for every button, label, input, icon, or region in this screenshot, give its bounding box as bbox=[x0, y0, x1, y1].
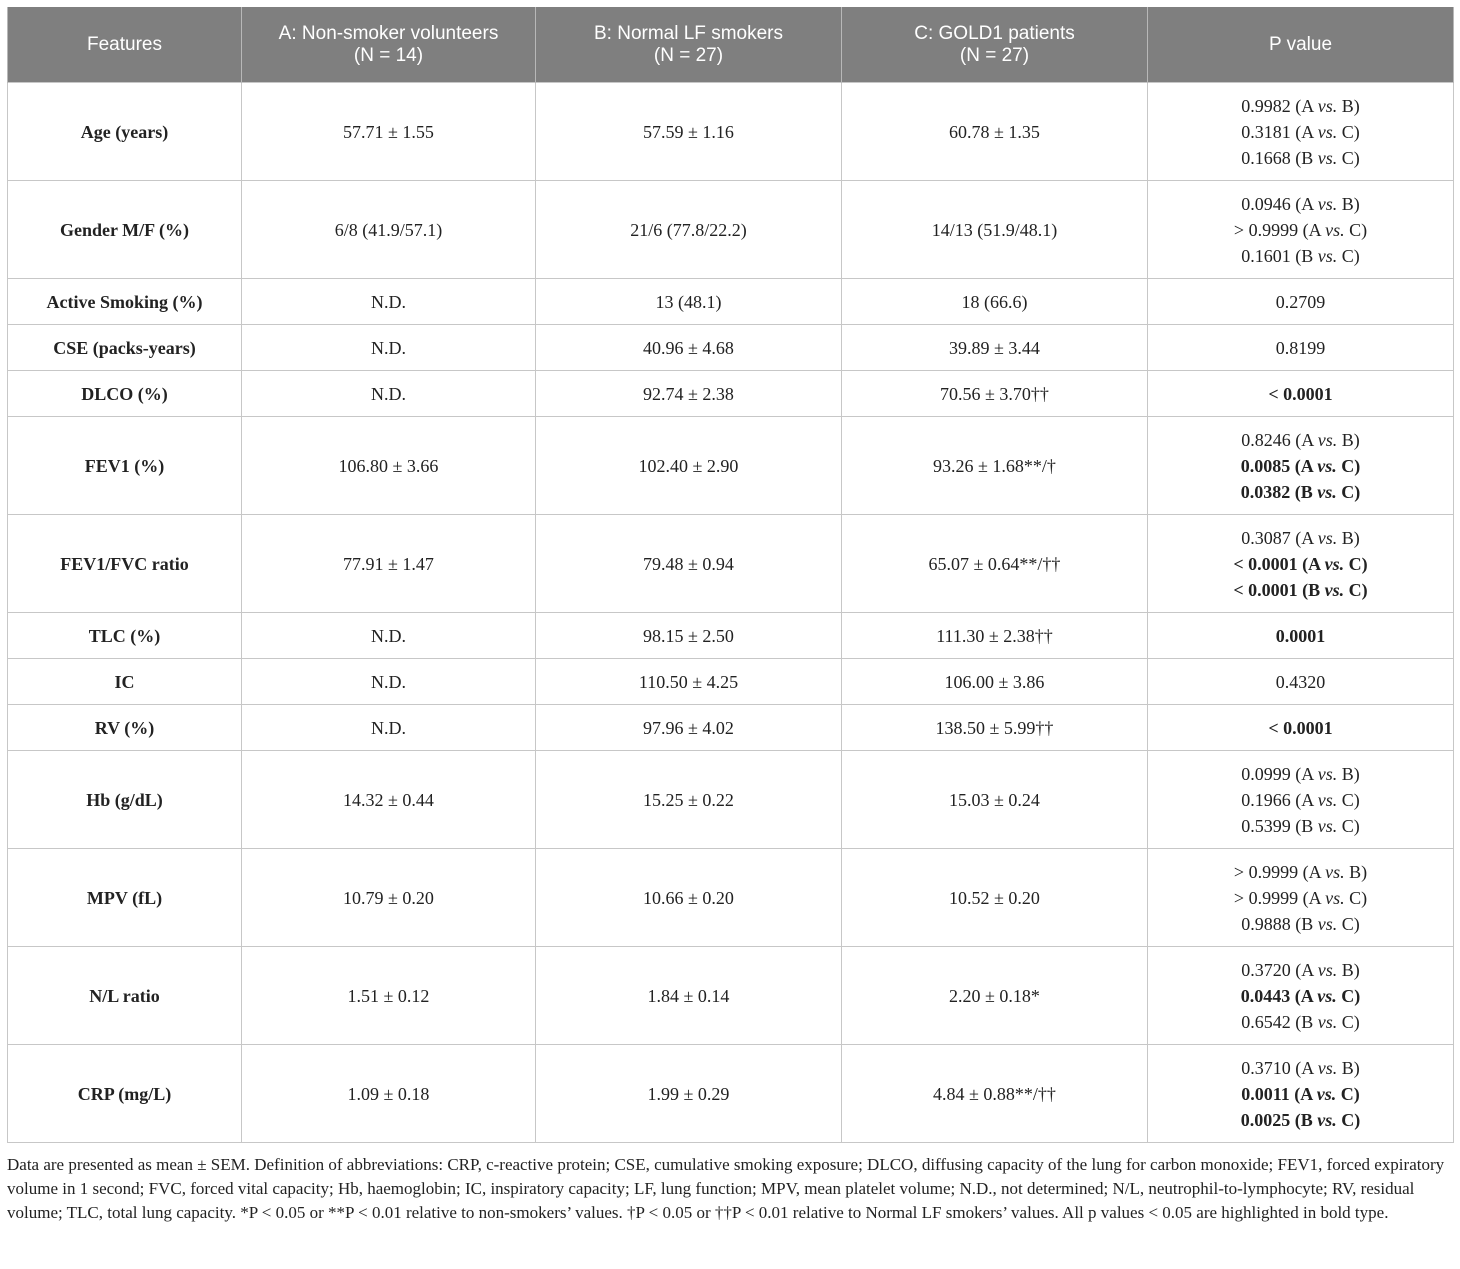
header-p-value: P value bbox=[1148, 7, 1454, 83]
p-value-vs: vs. bbox=[1317, 1057, 1338, 1078]
group-c-cell: 65.07 ± 0.64**/†† bbox=[842, 515, 1148, 613]
p-value-text: > 0.9999 (A bbox=[1233, 861, 1326, 882]
table-body bbox=[8, 83, 1454, 1143]
p-value-cell bbox=[1148, 181, 1454, 279]
p-value-vs: vs. bbox=[1317, 245, 1338, 266]
feature-cell: N/L ratio bbox=[8, 947, 242, 1045]
feature-cell: TLC (%) bbox=[8, 613, 242, 659]
p-value-comparison: C) bbox=[1336, 1083, 1360, 1104]
p-value-line bbox=[1154, 715, 1447, 741]
p-value-comparison: B) bbox=[1337, 95, 1360, 116]
p-value-cell bbox=[1148, 279, 1454, 325]
feature-cell: RV (%) bbox=[8, 705, 242, 751]
p-value-line bbox=[1154, 859, 1447, 885]
p-value-line bbox=[1154, 453, 1447, 479]
p-value-line bbox=[1154, 119, 1447, 145]
p-value-cell bbox=[1148, 417, 1454, 515]
p-value-vs: vs. bbox=[1317, 527, 1338, 548]
group-b-cell: 10.66 ± 0.20 bbox=[536, 849, 842, 947]
p-value-text: 0.8199 bbox=[1275, 337, 1326, 358]
group-b-cell: 79.48 ± 0.94 bbox=[536, 515, 842, 613]
p-value-text: 0.9888 (B bbox=[1241, 913, 1318, 934]
table-footnote: Data are presented as mean ± SEM. Definition of abbreviations: CRP, c-reactive protein; CSE, cumulative smoking exposure; DLCO, diffusing capacity of the lung for carbon monoxide; FEV1, forced expiratory volume in 1 second; FVC, forced vital capacity; Hb, haemoglobin; IC, inspiratory capacity; LF, lung function; MPV, mean platelet volume; N.D., not determined; N/L, neutrophil-to-lymphocyte; RV, residual volume; TLC, total lung capacity. *P < 0.05 or **P < 0.01 relative to non-smokers’ values. †P < 0.05 or ††P < 0.01 relative to Normal LF smokers’ values. All p values < 0.05 are highlighted in bold type. bbox=[7, 1155, 1445, 1222]
group-a-cell: 14.32 ± 0.44 bbox=[242, 751, 536, 849]
p-value-comparison: C) bbox=[1337, 913, 1360, 934]
group-a-cell: N.D. bbox=[242, 705, 536, 751]
header-group-c: C: GOLD1 patients (N = 27) bbox=[842, 7, 1148, 83]
group-a-cell: N.D. bbox=[242, 371, 536, 417]
p-value-cell bbox=[1148, 325, 1454, 371]
group-b-cell: 1.99 ± 0.29 bbox=[536, 1045, 842, 1143]
p-value-line bbox=[1154, 911, 1447, 937]
feature-cell: CSE (packs-years) bbox=[8, 325, 242, 371]
group-b-cell: 1.84 ± 0.14 bbox=[536, 947, 842, 1045]
table-row bbox=[8, 751, 1454, 849]
p-value-line bbox=[1154, 335, 1447, 361]
p-value-text: < 0.0001 (B bbox=[1233, 579, 1325, 600]
group-a-cell: N.D. bbox=[242, 659, 536, 705]
group-a-cell: 1.09 ± 0.18 bbox=[242, 1045, 536, 1143]
p-value-comparison: B) bbox=[1344, 861, 1368, 882]
p-value-line bbox=[1154, 761, 1447, 787]
group-c-cell: 106.00 ± 3.86 bbox=[842, 659, 1148, 705]
p-value-comparison: B) bbox=[1337, 429, 1360, 450]
group-c-cell: 2.20 ± 0.18* bbox=[842, 947, 1148, 1045]
group-c-cell: 18 (66.6) bbox=[842, 279, 1148, 325]
p-value-comparison: C) bbox=[1344, 579, 1368, 600]
p-value-vs: vs. bbox=[1317, 985, 1337, 1006]
feature-cell: CRP (mg/L) bbox=[8, 1045, 242, 1143]
p-value-line bbox=[1154, 381, 1447, 407]
header-row bbox=[8, 7, 1454, 83]
data-table bbox=[7, 7, 1454, 1143]
table-row bbox=[8, 613, 1454, 659]
p-value-cell bbox=[1148, 705, 1454, 751]
p-value-text: 0.8246 (A bbox=[1241, 429, 1318, 450]
p-value-line bbox=[1154, 427, 1447, 453]
p-value-text: 0.0001 bbox=[1275, 625, 1326, 646]
feature-cell: FEV1 (%) bbox=[8, 417, 242, 515]
p-value-text: 0.0946 (A bbox=[1241, 193, 1318, 214]
p-value-line bbox=[1154, 787, 1447, 813]
table-row bbox=[8, 83, 1454, 181]
group-c-cell: 10.52 ± 0.20 bbox=[842, 849, 1148, 947]
group-a-cell: 57.71 ± 1.55 bbox=[242, 83, 536, 181]
group-b-cell: 97.96 ± 4.02 bbox=[536, 705, 842, 751]
p-value-comparison: C) bbox=[1337, 815, 1360, 836]
p-value-comparison: C) bbox=[1344, 887, 1368, 908]
group-b-cell: 92.74 ± 2.38 bbox=[536, 371, 842, 417]
p-value-vs: vs. bbox=[1317, 789, 1338, 810]
p-value-text: 0.3720 (A bbox=[1241, 959, 1318, 980]
p-value-cell bbox=[1148, 1045, 1454, 1143]
p-value-text: 0.3087 (A bbox=[1241, 527, 1318, 548]
group-a-cell: N.D. bbox=[242, 279, 536, 325]
p-value-comparison: C) bbox=[1337, 121, 1360, 142]
p-value-vs: vs. bbox=[1317, 455, 1337, 476]
p-value-comparison: C) bbox=[1336, 455, 1361, 476]
p-value-text: 0.0085 (A bbox=[1240, 455, 1318, 476]
group-c-cell: 15.03 ± 0.24 bbox=[842, 751, 1148, 849]
p-value-vs: vs. bbox=[1317, 815, 1338, 836]
p-value-vs: vs. bbox=[1325, 887, 1345, 908]
p-value-comparison: C) bbox=[1344, 219, 1368, 240]
p-value-comparison: B) bbox=[1337, 527, 1360, 548]
feature-cell: MPV (fL) bbox=[8, 849, 242, 947]
group-a-cell: 106.80 ± 3.66 bbox=[242, 417, 536, 515]
table-row bbox=[8, 659, 1454, 705]
p-value-comparison: B) bbox=[1337, 193, 1360, 214]
p-value-comparison: B) bbox=[1337, 1057, 1360, 1078]
group-b-cell: 13 (48.1) bbox=[536, 279, 842, 325]
p-value-line bbox=[1154, 191, 1447, 217]
table-row bbox=[8, 705, 1454, 751]
p-value-vs: vs. bbox=[1325, 219, 1345, 240]
header-features: Features bbox=[8, 7, 242, 83]
group-c-cell: 60.78 ± 1.35 bbox=[842, 83, 1148, 181]
table-row bbox=[8, 515, 1454, 613]
feature-cell: Age (years) bbox=[8, 83, 242, 181]
group-c-cell: 4.84 ± 0.88**/†† bbox=[842, 1045, 1148, 1143]
p-value-comparison: C) bbox=[1336, 481, 1361, 502]
feature-cell: FEV1/FVC ratio bbox=[8, 515, 242, 613]
table-row bbox=[8, 1045, 1454, 1143]
p-value-vs: vs. bbox=[1325, 861, 1345, 882]
p-value-comparison: C) bbox=[1337, 245, 1360, 266]
p-value-text: 0.1601 (B bbox=[1241, 245, 1318, 266]
table-row bbox=[8, 849, 1454, 947]
p-value-text: 0.0443 (A bbox=[1240, 985, 1318, 1006]
p-value-cell bbox=[1148, 751, 1454, 849]
p-value-cell bbox=[1148, 371, 1454, 417]
p-value-cell bbox=[1148, 659, 1454, 705]
table-row bbox=[8, 947, 1454, 1045]
group-b-cell: 110.50 ± 4.25 bbox=[536, 659, 842, 705]
table-row bbox=[8, 325, 1454, 371]
feature-cell: DLCO (%) bbox=[8, 371, 242, 417]
group-c-cell: 70.56 ± 3.70†† bbox=[842, 371, 1148, 417]
group-a-cell: 1.51 ± 0.12 bbox=[242, 947, 536, 1045]
p-value-cell bbox=[1148, 849, 1454, 947]
p-value-comparison: C) bbox=[1336, 1109, 1361, 1130]
group-b-cell: 21/6 (77.8/22.2) bbox=[536, 181, 842, 279]
feature-cell: IC bbox=[8, 659, 242, 705]
p-value-line bbox=[1154, 479, 1447, 505]
p-value-vs: vs. bbox=[1317, 121, 1338, 142]
table-row bbox=[8, 279, 1454, 325]
p-value-line bbox=[1154, 1055, 1447, 1081]
p-value-comparison: C) bbox=[1344, 553, 1368, 574]
group-b-cell: 102.40 ± 2.90 bbox=[536, 417, 842, 515]
p-value-vs: vs. bbox=[1317, 1109, 1337, 1130]
p-value-vs: vs. bbox=[1317, 147, 1338, 168]
p-value-text: 0.1668 (B bbox=[1241, 147, 1318, 168]
group-a-cell: N.D. bbox=[242, 325, 536, 371]
group-a-cell: 10.79 ± 0.20 bbox=[242, 849, 536, 947]
p-value-cell bbox=[1148, 613, 1454, 659]
p-value-line bbox=[1154, 93, 1447, 119]
group-b-cell: 98.15 ± 2.50 bbox=[536, 613, 842, 659]
p-value-text: 0.0011 (A bbox=[1241, 1083, 1317, 1104]
group-a-cell: N.D. bbox=[242, 613, 536, 659]
feature-cell: Gender M/F (%) bbox=[8, 181, 242, 279]
p-value-line bbox=[1154, 1081, 1447, 1107]
p-value-vs: vs. bbox=[1317, 193, 1338, 214]
p-value-comparison: C) bbox=[1336, 985, 1361, 1006]
p-value-text: 0.5399 (B bbox=[1241, 815, 1318, 836]
p-value-comparison: B) bbox=[1337, 959, 1360, 980]
p-value-text: 0.0382 (B bbox=[1240, 481, 1318, 502]
p-value-cell bbox=[1148, 83, 1454, 181]
p-value-text: < 0.0001 bbox=[1268, 383, 1333, 404]
p-value-cell bbox=[1148, 947, 1454, 1045]
group-b-cell: 40.96 ± 4.68 bbox=[536, 325, 842, 371]
p-value-text: 0.3710 (A bbox=[1241, 1057, 1318, 1078]
p-value-vs: vs. bbox=[1317, 763, 1338, 784]
p-value-text: 0.3181 (A bbox=[1241, 121, 1318, 142]
p-value-text: 0.4320 bbox=[1275, 671, 1326, 692]
p-value-line bbox=[1154, 145, 1447, 171]
p-value-line bbox=[1154, 243, 1447, 269]
p-value-text: 0.9982 (A bbox=[1241, 95, 1318, 116]
p-value-line bbox=[1154, 623, 1447, 649]
group-c-cell: 93.26 ± 1.68**/† bbox=[842, 417, 1148, 515]
table-row bbox=[8, 181, 1454, 279]
p-value-line bbox=[1154, 289, 1447, 315]
p-value-comparison: C) bbox=[1337, 789, 1360, 810]
p-value-text: > 0.9999 (A bbox=[1233, 887, 1326, 908]
p-value-text: 0.2709 bbox=[1275, 291, 1326, 312]
p-value-cell bbox=[1148, 515, 1454, 613]
p-value-comparison: B) bbox=[1337, 763, 1360, 784]
group-c-cell: 138.50 ± 5.99†† bbox=[842, 705, 1148, 751]
p-value-vs: vs. bbox=[1317, 959, 1338, 980]
group-b-cell: 57.59 ± 1.16 bbox=[536, 83, 842, 181]
p-value-line bbox=[1154, 525, 1447, 551]
p-value-line bbox=[1154, 669, 1447, 695]
p-value-line bbox=[1154, 983, 1447, 1009]
feature-cell: Hb (g/dL) bbox=[8, 751, 242, 849]
p-value-line bbox=[1154, 813, 1447, 839]
p-value-line bbox=[1154, 551, 1447, 577]
table-row bbox=[8, 371, 1454, 417]
p-value-vs: vs. bbox=[1324, 553, 1345, 574]
group-a-cell: 77.91 ± 1.47 bbox=[242, 515, 536, 613]
group-c-cell: 39.89 ± 3.44 bbox=[842, 325, 1148, 371]
p-value-line bbox=[1154, 957, 1447, 983]
p-value-vs: vs. bbox=[1317, 429, 1338, 450]
p-value-text: 0.0999 (A bbox=[1241, 763, 1318, 784]
p-value-line bbox=[1154, 1107, 1447, 1133]
p-value-comparison: C) bbox=[1337, 1011, 1360, 1032]
p-value-line bbox=[1154, 217, 1447, 243]
p-value-vs: vs. bbox=[1317, 481, 1337, 502]
p-value-text: < 0.0001 bbox=[1268, 717, 1333, 738]
group-b-cell: 15.25 ± 0.22 bbox=[536, 751, 842, 849]
group-c-cell: 14/13 (51.9/48.1) bbox=[842, 181, 1148, 279]
p-value-vs: vs. bbox=[1324, 579, 1345, 600]
p-value-comparison: C) bbox=[1337, 147, 1360, 168]
p-value-text: < 0.0001 (A bbox=[1233, 553, 1325, 574]
p-value-line bbox=[1154, 885, 1447, 911]
table-container bbox=[7, 7, 1453, 1225]
p-value-vs: vs. bbox=[1317, 913, 1338, 934]
group-a-cell: 6/8 (41.9/57.1) bbox=[242, 181, 536, 279]
p-value-text: > 0.9999 (A bbox=[1233, 219, 1326, 240]
p-value-line bbox=[1154, 577, 1447, 603]
feature-cell: Active Smoking (%) bbox=[8, 279, 242, 325]
header-group-a: A: Non-smoker volunteers (N = 14) bbox=[242, 7, 536, 83]
p-value-vs: vs. bbox=[1316, 1083, 1337, 1104]
header-group-b: B: Normal LF smokers (N = 27) bbox=[536, 7, 842, 83]
p-value-line bbox=[1154, 1009, 1447, 1035]
p-value-text: 0.1966 (A bbox=[1241, 789, 1318, 810]
p-value-text: 0.0025 (B bbox=[1240, 1109, 1318, 1130]
table-row bbox=[8, 417, 1454, 515]
p-value-text: 0.6542 (B bbox=[1241, 1011, 1318, 1032]
p-value-vs: vs. bbox=[1317, 95, 1338, 116]
group-c-cell: 111.30 ± 2.38†† bbox=[842, 613, 1148, 659]
p-value-vs: vs. bbox=[1317, 1011, 1338, 1032]
